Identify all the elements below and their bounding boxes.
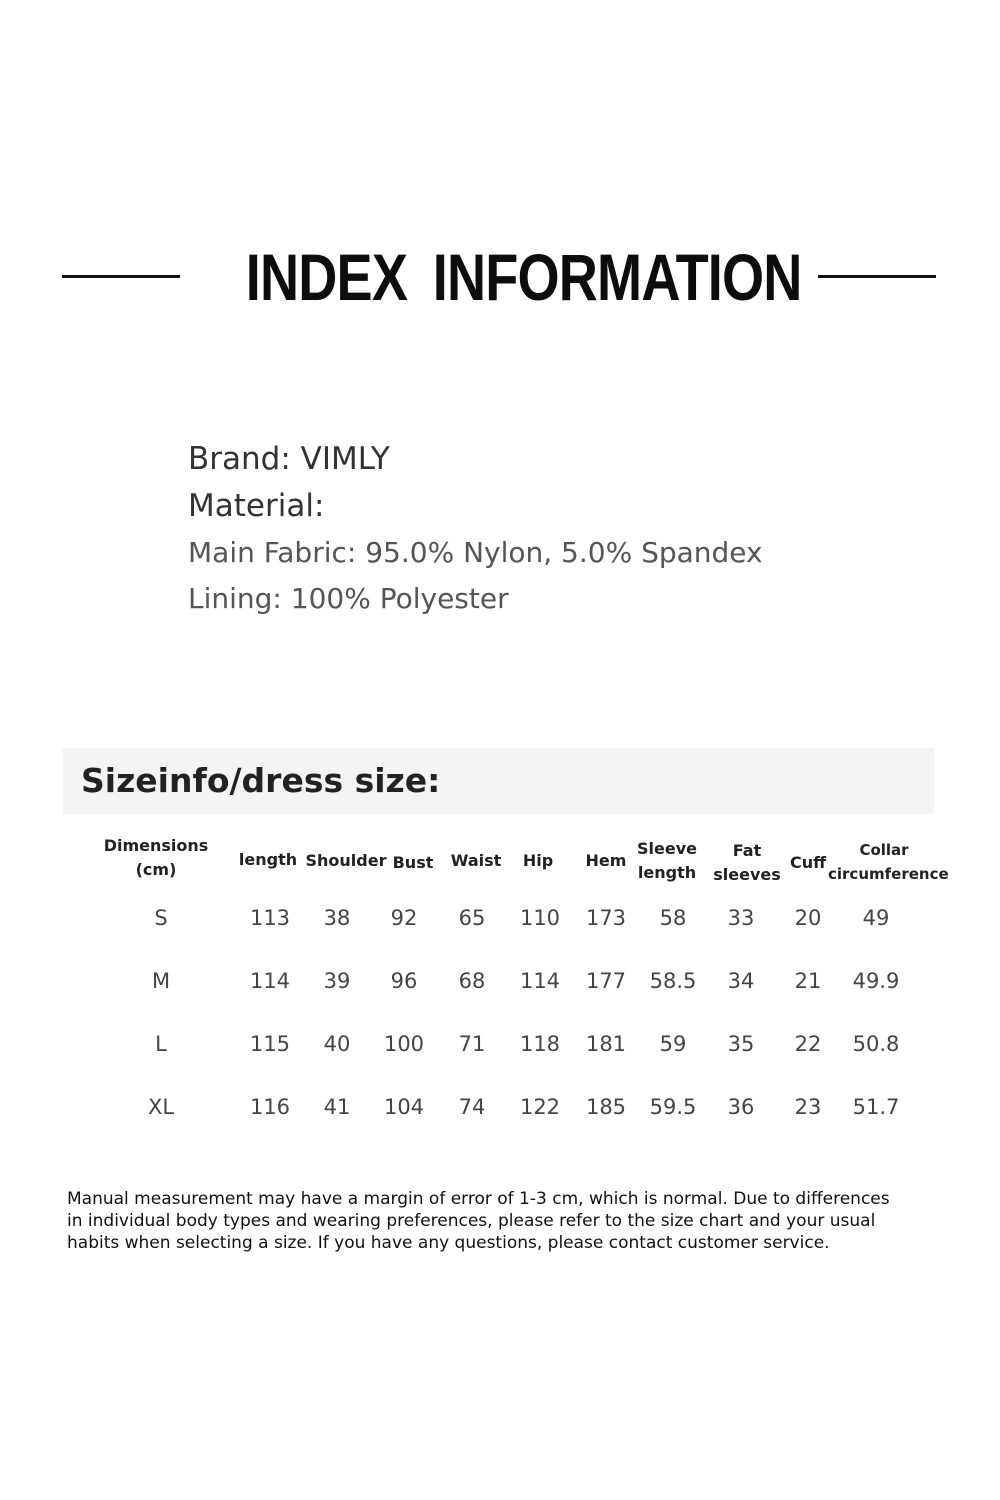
header-fat-line2: sleeves <box>713 865 781 884</box>
cell-hem: 181 <box>585 1032 627 1056</box>
cell-waist: 71 <box>458 1032 486 1056</box>
header-shoulder: Shoulder <box>305 851 387 870</box>
cell-hem: 173 <box>585 906 627 930</box>
header-sleeve-line1: Sleeve <box>637 839 697 858</box>
brand-line: Brand: VIMLY <box>188 441 390 477</box>
header-bust: Bust <box>392 853 434 872</box>
cell-length: 113 <box>249 906 291 930</box>
cell-size: S <box>154 906 168 930</box>
cell-cuff: 23 <box>794 1095 822 1119</box>
cell-bust: 96 <box>390 969 418 993</box>
cell-fat-sleeves: 36 <box>727 1095 755 1119</box>
cell-fat-sleeves: 33 <box>727 906 755 930</box>
note-line-1: Manual measurement may have a margin of error of 1-3 cm, which is normal. Due to differences <box>67 1189 890 1209</box>
header-dimensions <box>100 834 212 882</box>
cell-length: 114 <box>249 969 291 993</box>
cell-hem: 185 <box>585 1095 627 1119</box>
header-sleeve-line2: length <box>637 863 697 882</box>
material-label: Material: <box>188 488 325 524</box>
cell-waist: 65 <box>458 906 486 930</box>
cell-hip: 114 <box>519 969 561 993</box>
cell-collar: 50.8 <box>852 1032 900 1056</box>
cell-size: L <box>155 1032 167 1056</box>
cell-shoulder: 39 <box>323 969 351 993</box>
cell-sleeve-length: 59 <box>659 1032 687 1056</box>
header-collar-line1: Collar <box>859 841 909 859</box>
cell-length: 116 <box>249 1095 291 1119</box>
cell-sleeve-length: 58 <box>659 906 687 930</box>
cell-fat-sleeves: 35 <box>727 1032 755 1056</box>
product-info <box>188 436 948 622</box>
cell-size: XL <box>147 1095 175 1119</box>
note-line-3: habits when selecting a size. If you have any questions, please contact customer service. <box>67 1233 830 1253</box>
header-hip: Hip <box>522 851 554 870</box>
cell-length: 115 <box>249 1032 291 1056</box>
cell-cuff: 20 <box>794 906 822 930</box>
cell-bust: 92 <box>390 906 418 930</box>
main-fabric-line: Main Fabric: 95.0% Nylon, 5.0% Spandex <box>188 536 763 569</box>
cell-collar: 49 <box>862 906 890 930</box>
title-row <box>0 232 1000 322</box>
header-hem: Hem <box>585 851 627 870</box>
cell-cuff: 21 <box>794 969 822 993</box>
size-heading: Sizeinfo/dress size: <box>81 761 441 800</box>
cell-hip: 118 <box>519 1032 561 1056</box>
header-length: length <box>238 850 298 869</box>
header-cuff: Cuff <box>789 853 827 872</box>
header-fat-line1: Fat <box>732 841 762 860</box>
cell-shoulder: 38 <box>323 906 351 930</box>
cell-cuff: 22 <box>794 1032 822 1056</box>
cell-size: M <box>151 969 171 993</box>
lining-line: Lining: 100% Polyester <box>188 582 509 615</box>
cell-shoulder: 41 <box>323 1095 351 1119</box>
cell-hip: 122 <box>519 1095 561 1119</box>
cell-collar: 49.9 <box>852 969 900 993</box>
header-collar <box>828 838 949 886</box>
size-heading-band <box>63 748 934 814</box>
cell-fat-sleeves: 34 <box>727 969 755 993</box>
cell-sleeve-length: 59.5 <box>649 1095 697 1119</box>
cell-hip: 110 <box>519 906 561 930</box>
header-dimensions-line2: (cm) <box>135 860 177 879</box>
cell-shoulder: 40 <box>323 1032 351 1056</box>
note-line-2: in individual body types and wearing preferences, please refer to the size chart and your usual <box>67 1211 876 1231</box>
cell-bust: 104 <box>383 1095 425 1119</box>
title-rule-left <box>62 275 180 278</box>
header-dimensions-line1: Dimensions <box>103 836 209 855</box>
cell-waist: 68 <box>458 969 486 993</box>
cell-hem: 177 <box>585 969 627 993</box>
page-title: INDEX INFORMATION <box>245 240 802 314</box>
cell-sleeve-length: 58.5 <box>649 969 697 993</box>
header-collar-line2: circumference <box>828 865 949 883</box>
cell-waist: 74 <box>458 1095 486 1119</box>
cell-bust: 100 <box>383 1032 425 1056</box>
header-sleeve-length <box>632 837 702 885</box>
cell-collar: 51.7 <box>852 1095 900 1119</box>
title-rule-right <box>818 275 936 278</box>
measurement-note <box>67 1188 947 1254</box>
header-fat-sleeves <box>710 839 784 887</box>
header-waist: Waist <box>450 851 502 870</box>
